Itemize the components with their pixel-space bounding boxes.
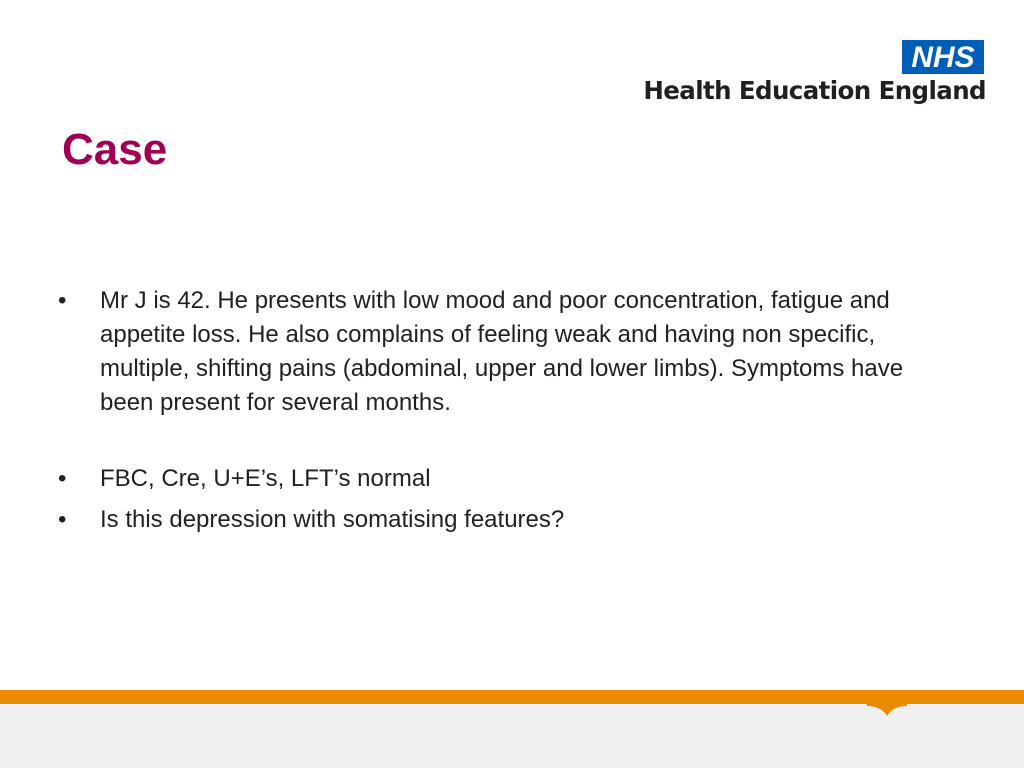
bullet-marker: •: [58, 465, 67, 492]
nhs-hee-logo: [636, 40, 986, 112]
bullet-marker: •: [58, 287, 67, 314]
bullet-item: [58, 503, 928, 537]
organisation-name: Health Education England: [643, 76, 986, 105]
bullet-text: FBC, Cre, U+E’s, LFT’s normal: [100, 465, 431, 492]
bullet-item: [58, 462, 928, 496]
nhs-badge-text: NHS: [911, 40, 975, 74]
bullet-list: [58, 284, 928, 537]
footer-band: [0, 690, 1024, 768]
bullet-item: [58, 284, 928, 420]
slide-title: Case: [62, 125, 168, 174]
bullet-marker: •: [58, 506, 67, 533]
nhs-badge: [902, 40, 984, 74]
footer-notch-svg: [867, 702, 907, 720]
bullet-text: Is this depression with somatising features?: [100, 506, 565, 533]
bullet-text: Mr J is 42. He presents with low mood and poor concentration, fatigue and appetite loss. He also complains of feeling weak and having non specific, multiple, shifting pains (abdominal, upper and lower limbs). Symptoms have been present for several months.: [100, 287, 904, 416]
